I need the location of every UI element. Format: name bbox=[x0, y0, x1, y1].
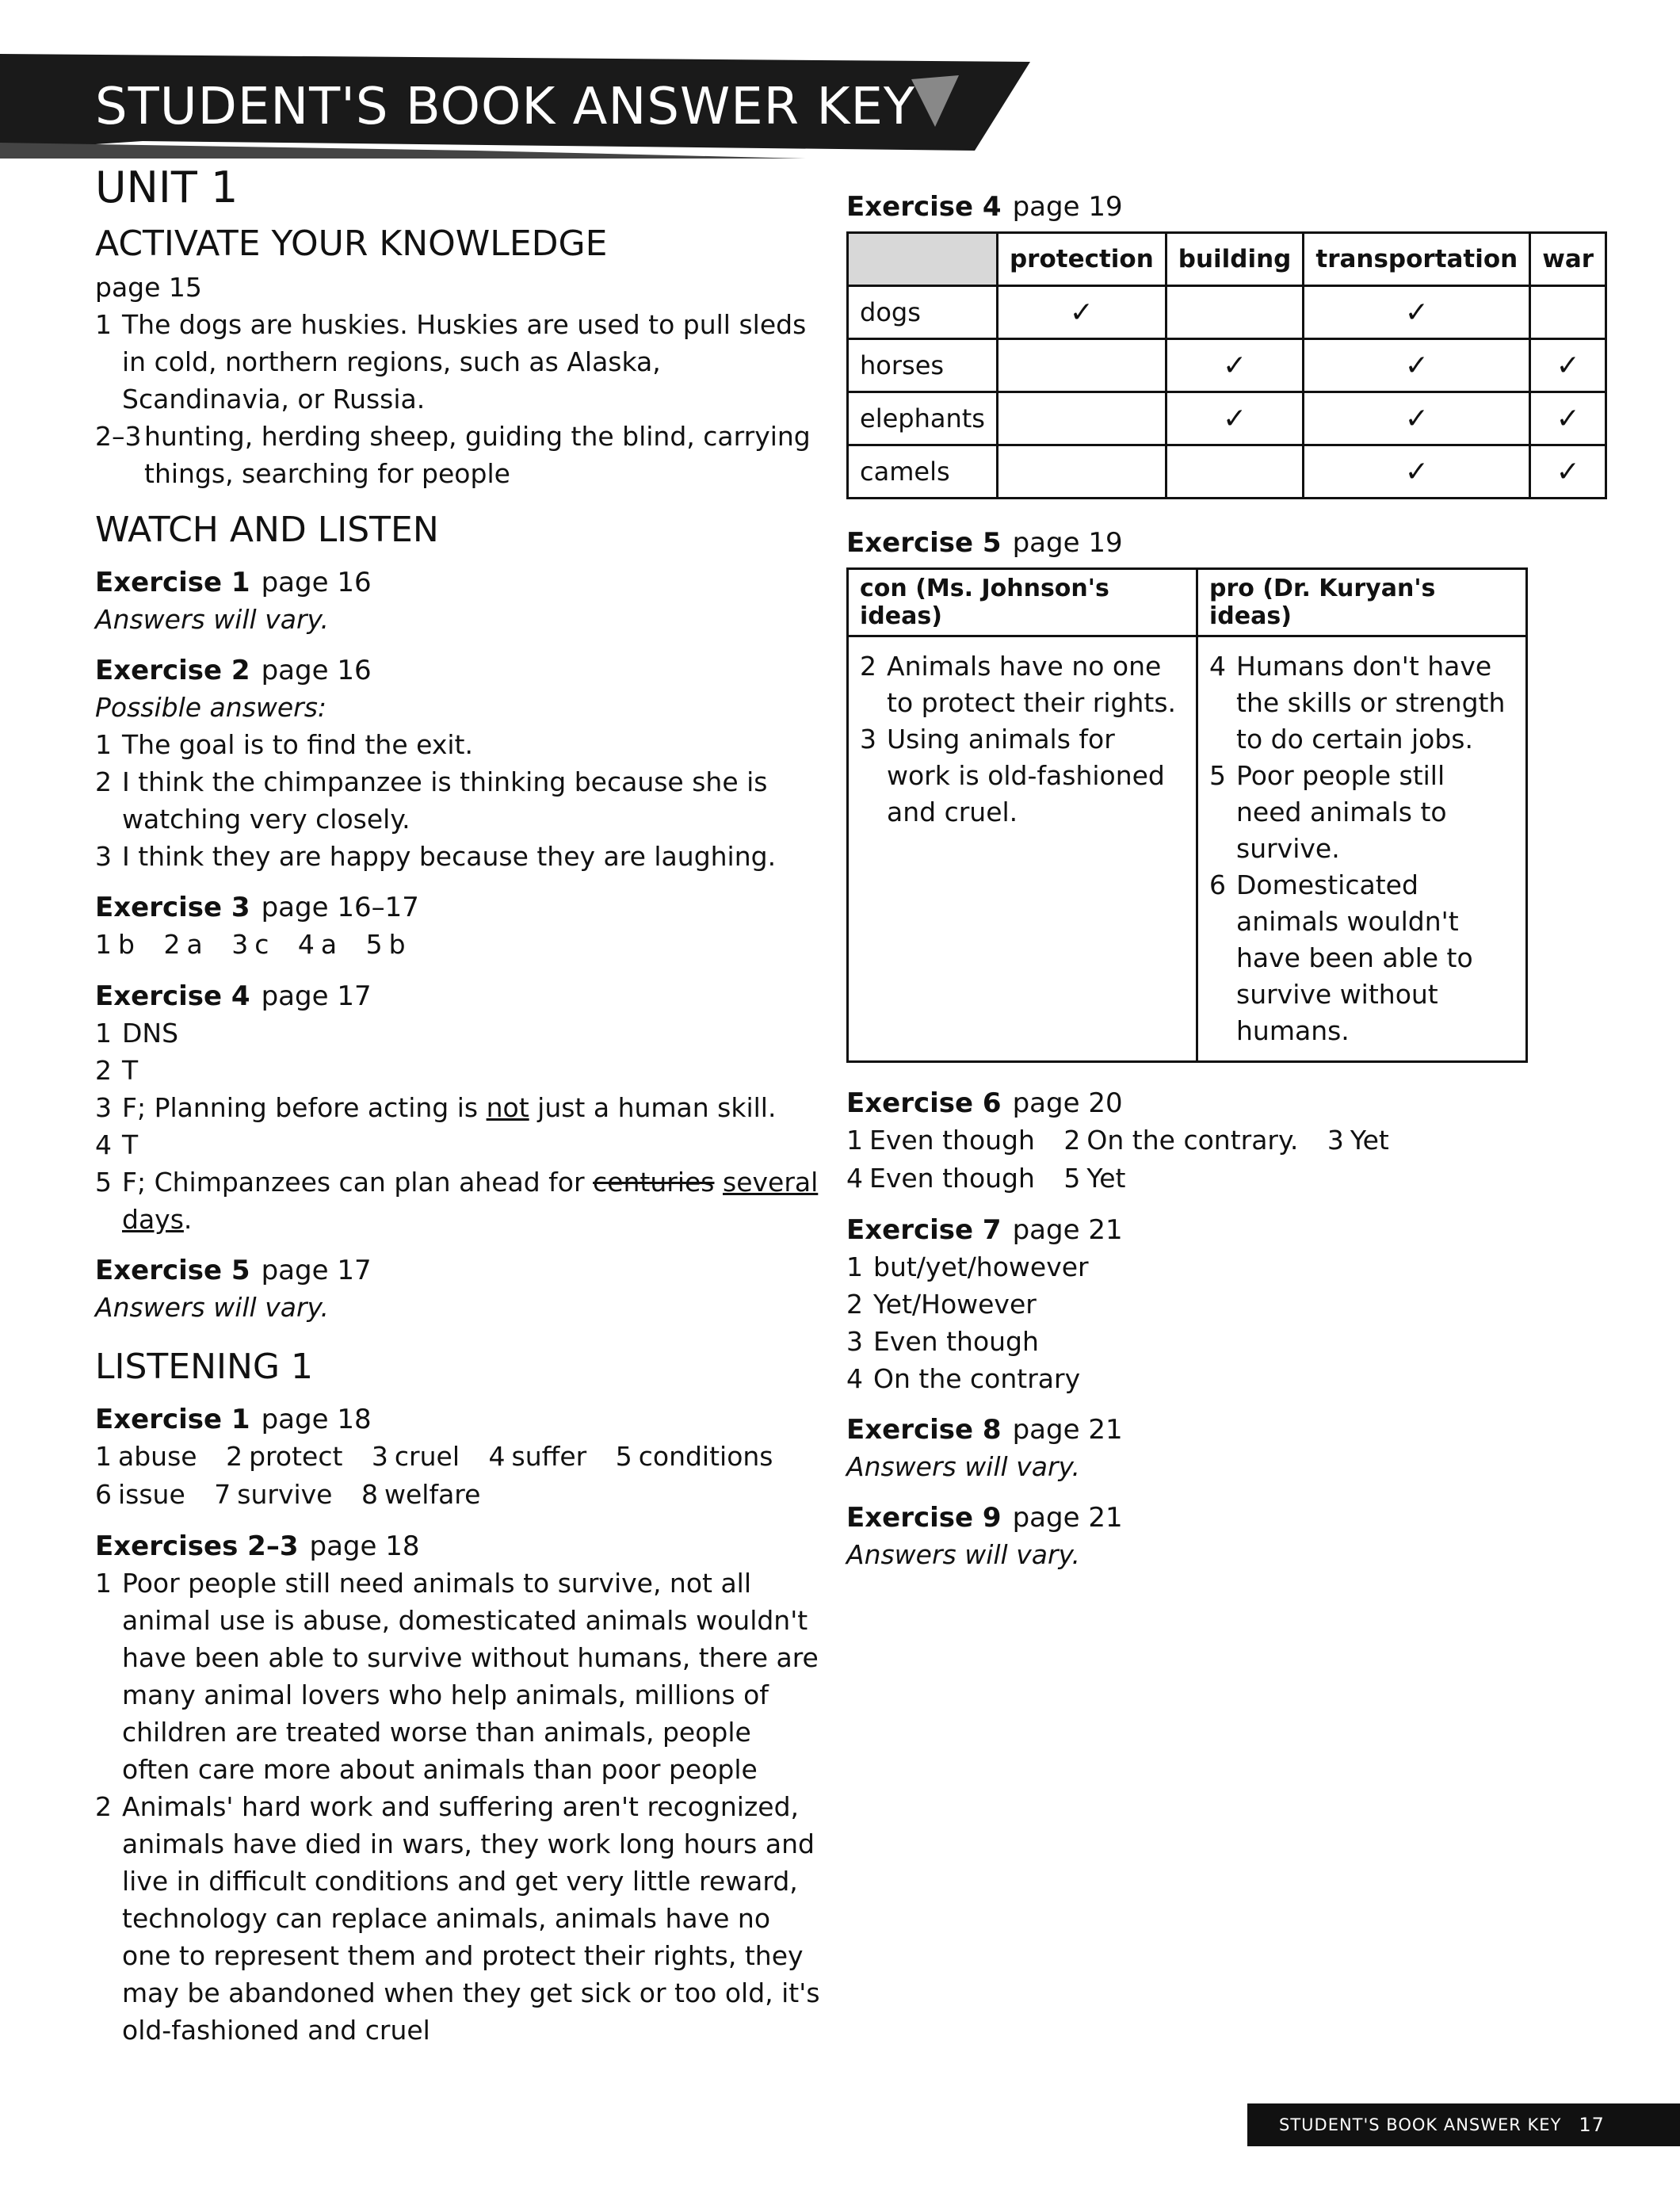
list-item: 1 Poor people still need animals to survive, not all animal use is abuse, domesticated animals wouldn't have been able to survive without humans, there are many animal lovers who help animals, millions of children are treated worse than animals, people often care more about animals than poor people bbox=[95, 1568, 819, 1785]
list-item: 3 Using animals for work is old-fashioned and cruel. bbox=[860, 724, 1165, 827]
check-cell bbox=[1530, 286, 1606, 339]
list-item: 2 Animals' hard work and suffering aren't recognized, animals have died in wars, they work long hours and live in difficult conditions and get very little reward, technology can replace animals, animals have no one to represent them and protect their rights, they may be abandoned when they get sick or too old, it's old-fashioned and cruel bbox=[95, 1791, 820, 2046]
exercise-heading: Exercise 5 page 19 bbox=[846, 527, 1123, 559]
exercise-heading: Exercise 6 page 20 bbox=[846, 1087, 1123, 1119]
check-cell: ✓ bbox=[1530, 339, 1606, 392]
list-item: 5 Poor people still need animals to survive. bbox=[1209, 760, 1447, 864]
con-cell bbox=[848, 636, 1197, 1062]
list-item: 5 F; Chimpanzees can plan ahead for centuries several days. bbox=[95, 1167, 819, 1235]
check-cell: ✓ bbox=[1530, 392, 1606, 445]
list-item: 1 The dogs are huskies. Huskies are used to pull sleds in cold, northern regions, such as Alaska, Scandinavia, or Russia. bbox=[95, 309, 807, 415]
exercise-heading: Exercise 9 page 21 bbox=[846, 1502, 1123, 1534]
table-row bbox=[848, 392, 1606, 445]
exercise-heading: Exercises 2–3 page 18 bbox=[95, 1530, 420, 1562]
list-item: 1 The goal is to find the exit. bbox=[95, 729, 473, 760]
row-label: dogs bbox=[848, 286, 998, 339]
check-cell: ✓ bbox=[1304, 286, 1530, 339]
footer-bar bbox=[1247, 2103, 1680, 2146]
check-cell bbox=[997, 339, 1166, 392]
list-item: 4 On the contrary bbox=[846, 1363, 1081, 1394]
row-label: elephants bbox=[848, 392, 998, 445]
exercise-heading: Exercise 1 page 18 bbox=[95, 1404, 372, 1435]
exercise-heading: Exercise 1 page 16 bbox=[95, 567, 372, 598]
list-item: 1 DNS bbox=[95, 1018, 179, 1049]
check-cell bbox=[997, 392, 1166, 445]
con-header: con (Ms. Johnson's ideas) bbox=[848, 569, 1197, 636]
table-header-row bbox=[848, 233, 1606, 286]
answer-row: 1 abuse 2 protect 3 cruel 4 suffer 5 conditions bbox=[95, 1441, 773, 1472]
answer-note: Possible answers: bbox=[95, 692, 327, 723]
exercise-heading: Exercise 5 page 17 bbox=[95, 1255, 372, 1286]
list-item: 1 but/yet/however bbox=[846, 1251, 1089, 1282]
table-corner-cell bbox=[848, 233, 998, 286]
check-cell bbox=[997, 445, 1166, 499]
left-column bbox=[95, 162, 824, 2049]
exercise-heading: Exercise 2 page 16 bbox=[95, 655, 372, 686]
answer-row: 1 Even though 2 On the contrary. 3 Yet bbox=[846, 1125, 1389, 1156]
activate-page: page 15 bbox=[95, 272, 202, 303]
answer-row: 6 issue 7 survive 8 welfare bbox=[95, 1479, 481, 1510]
list-item: 2 Animals have no one to protect their rights. bbox=[860, 651, 1177, 718]
exercise-heading: Exercise 3 page 16–17 bbox=[95, 892, 419, 923]
pro-header: pro (Dr. Kuryan's ideas) bbox=[1197, 569, 1527, 636]
table-row bbox=[848, 445, 1606, 499]
exercise-heading: Exercise 8 page 21 bbox=[846, 1414, 1123, 1446]
check-cell: ✓ bbox=[1166, 339, 1304, 392]
page-number: 17 bbox=[1579, 2114, 1605, 2136]
footer-label: STUDENT'S BOOK ANSWER KEY bbox=[1279, 2115, 1562, 2134]
check-cell: ✓ bbox=[1304, 392, 1530, 445]
table-header-row bbox=[848, 569, 1527, 636]
column-header: war bbox=[1530, 233, 1606, 286]
list-item: 6 Domesticated animals wouldn't have been able to survive without humans. bbox=[1209, 869, 1473, 1046]
table-row bbox=[848, 339, 1606, 392]
answer-row: 4 Even though 5 Yet bbox=[846, 1163, 1126, 1194]
section-title-listening: LISTENING 1 bbox=[95, 1347, 313, 1387]
list-item: 4 Humans don't have the skills or strength to do certain jobs. bbox=[1209, 651, 1506, 755]
unit-title: UNIT 1 bbox=[95, 162, 239, 212]
column-header: protection bbox=[997, 233, 1166, 286]
list-item: 2 I think the chimpanzee is thinking because she is watching very closely. bbox=[95, 766, 768, 835]
list-item: 3 F; Planning before acting is not just a human skill. bbox=[95, 1092, 777, 1123]
list-item: 3 I think they are happy because they are laughing. bbox=[95, 841, 777, 872]
list-item: 2 Yet/However bbox=[846, 1289, 1037, 1320]
table-row bbox=[848, 636, 1527, 1062]
list-item: 2 T bbox=[95, 1055, 139, 1086]
list-item: 4 T bbox=[95, 1129, 139, 1160]
right-column bbox=[846, 189, 1594, 1573]
check-cell: ✓ bbox=[997, 286, 1166, 339]
section-title-activate: ACTIVATE YOUR KNOWLEDGE bbox=[95, 224, 608, 264]
column-header: building bbox=[1166, 233, 1304, 286]
column-header: transportation bbox=[1304, 233, 1530, 286]
exercise-heading: Exercise 4 page 17 bbox=[95, 980, 372, 1012]
exercise-heading: Exercise 7 page 21 bbox=[846, 1214, 1123, 1246]
answer-text: Answers will vary. bbox=[95, 1292, 329, 1323]
check-cell bbox=[1166, 286, 1304, 339]
answer-text: Answers will vary. bbox=[846, 1539, 1080, 1570]
section-title-watch: WATCH AND LISTEN bbox=[95, 510, 439, 550]
header-banner bbox=[0, 32, 1046, 159]
answer-text: Answers will vary. bbox=[95, 604, 329, 635]
answer-row: 1 b 2 a 3 c 4 a 5 b bbox=[95, 929, 406, 960]
row-label: camels bbox=[848, 445, 998, 499]
list-item: 2–3 hunting, herding sheep, guiding the blind, carrying things, searching for people bbox=[95, 421, 811, 489]
check-cell: ✓ bbox=[1304, 339, 1530, 392]
row-label: horses bbox=[848, 339, 998, 392]
check-cell: ✓ bbox=[1530, 445, 1606, 499]
check-cell: ✓ bbox=[1304, 445, 1530, 499]
exercise-heading: Exercise 4 page 19 bbox=[846, 191, 1123, 223]
list-item: 3 Even though bbox=[846, 1326, 1039, 1357]
check-cell: ✓ bbox=[1166, 392, 1304, 445]
uses-table bbox=[846, 231, 1607, 499]
check-cell bbox=[1166, 445, 1304, 499]
table-row bbox=[848, 286, 1606, 339]
pro-cell bbox=[1197, 636, 1527, 1062]
page-title: STUDENT'S BOOK ANSWER KEY bbox=[95, 78, 915, 136]
answer-text: Answers will vary. bbox=[846, 1451, 1080, 1482]
pro-con-table bbox=[846, 567, 1528, 1063]
